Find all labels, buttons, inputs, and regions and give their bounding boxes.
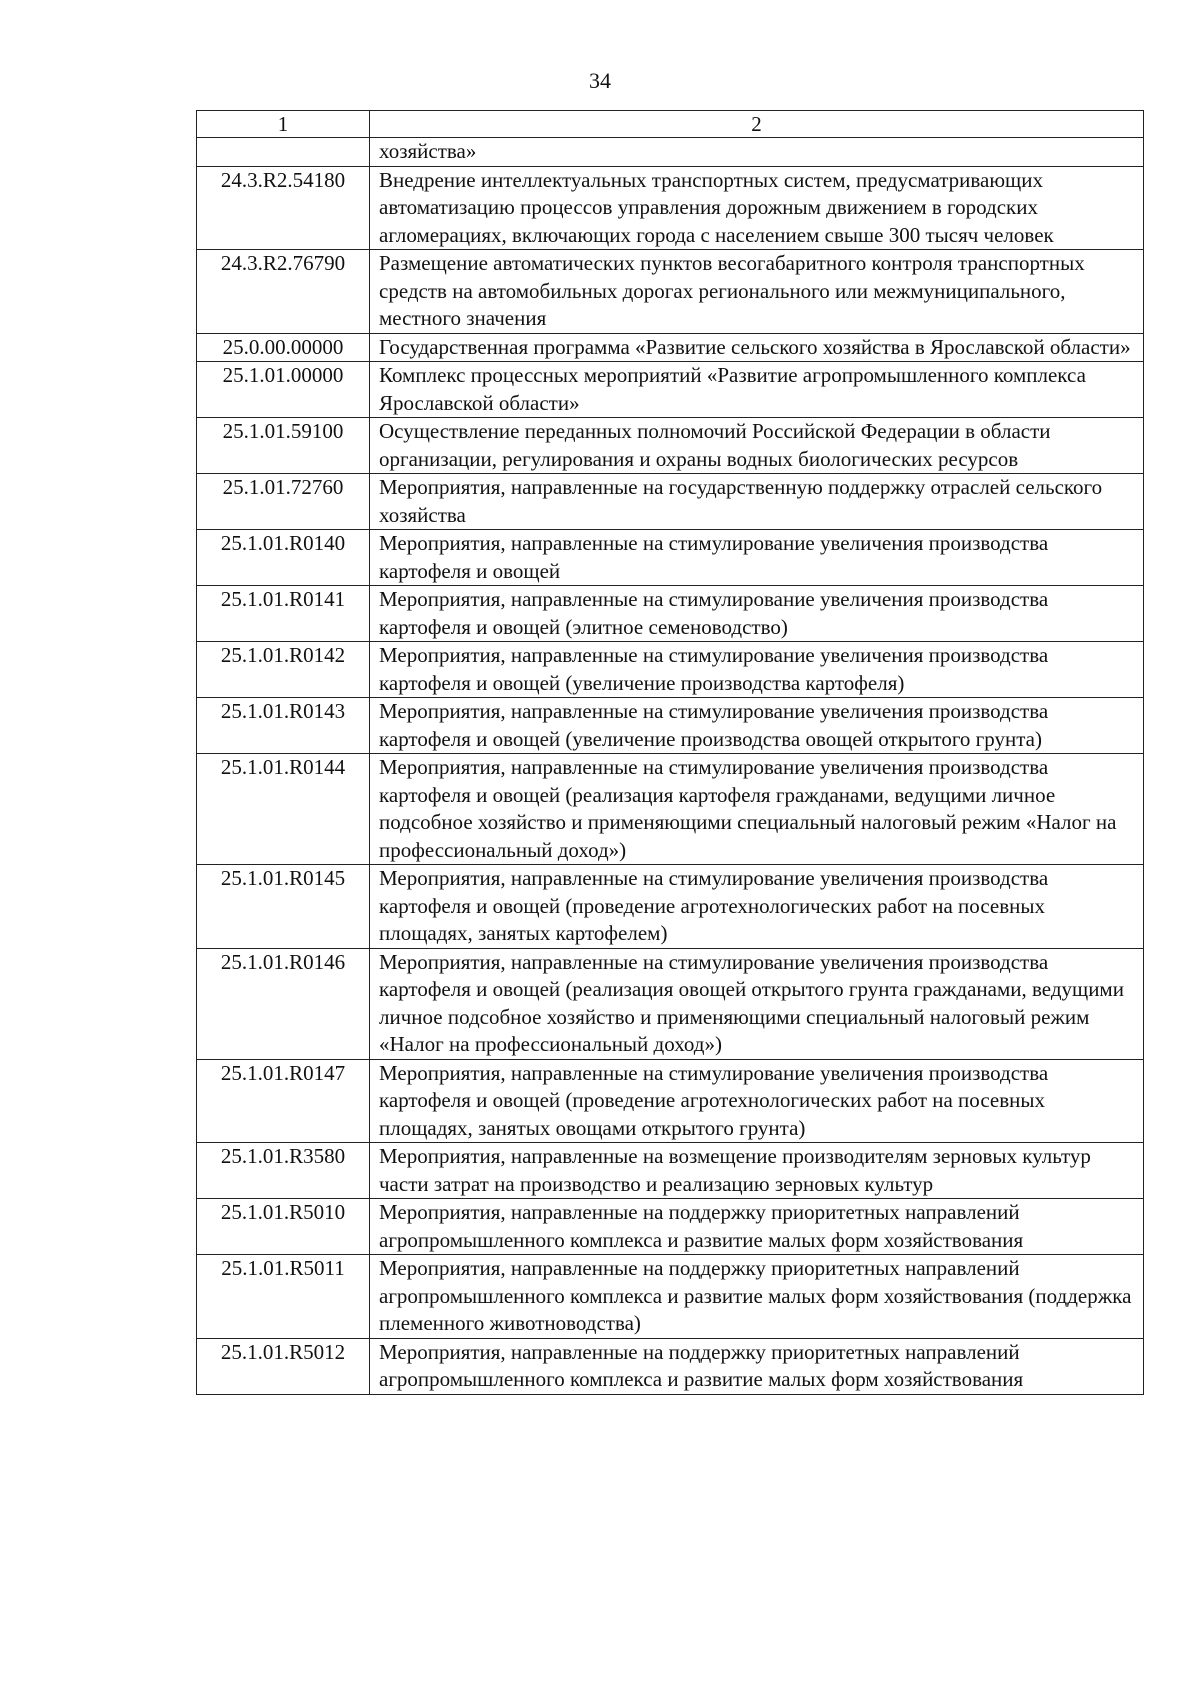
table-row [197,333,1144,362]
row-code: 25.1.01.R3580 [197,1143,370,1199]
row-description: Осуществление переданных полномочий Российской Федерации в области организации, регулирования и охраны водных биологических ресурсов [370,418,1144,474]
page-number: 34 [589,68,611,93]
row-code: 25.0.00.00000 [197,333,370,362]
row-code: 24.3.R2.54180 [197,166,370,250]
row-description: Мероприятия, направленные на стимулирование увеличения производства картофеля и овощей (реализация овощей открытого грунта гражданами, ведущими личное подсобное хозяйство и применяющими специальный налоговый режим «Налог на профессиональный доход») [370,948,1144,1059]
row-description: Мероприятия, направленные на стимулирование увеличения производства картофеля и овощей (элитное семеноводство) [370,586,1144,642]
table-row [197,1059,1144,1143]
row-description: Комплекс процессных мероприятий «Развитие агропромышленного комплекса Ярославской области» [370,362,1144,418]
row-description: Мероприятия, направленные на стимулирование увеличения производства картофеля и овощей (увеличение производства картофеля) [370,642,1144,698]
row-code: 25.1.01.R0147 [197,1059,370,1143]
table-row [197,418,1144,474]
table-row [197,1255,1144,1339]
table-row [197,1338,1144,1394]
column-header-description: 2 [370,111,1144,138]
row-description: Мероприятия, направленные на поддержку приоритетных направлений агропромышленного комплекса и развитие малых форм хозяйствования [370,1338,1144,1394]
row-description: Государственная программа «Развитие сельского хозяйства в Ярославской области» [370,333,1144,362]
row-code: 25.1.01.R0145 [197,865,370,949]
row-description: Размещение автоматических пунктов весогабаритного контроля транспортных средств на автомобильных дорогах регионального или межмуниципального, местного значения [370,250,1144,334]
table-row [197,1199,1144,1255]
row-code: 25.1.01.R5010 [197,1199,370,1255]
row-code: 25.1.01.00000 [197,362,370,418]
column-header-code: 1 [197,111,370,138]
row-code: 25.1.01.R5011 [197,1255,370,1339]
row-description: Мероприятия, направленные на возмещение производителям зерновых культур части затрат на производство и реализацию зерновых культур [370,1143,1144,1199]
row-code: 24.3.R2.76790 [197,250,370,334]
row-code: 25.1.01.R0142 [197,642,370,698]
table-row [197,948,1144,1059]
table-row [197,166,1144,250]
row-description: Мероприятия, направленные на поддержку приоритетных направлений агропромышленного комплекса и развитие малых форм хозяйствования (поддержка племенного животноводства) [370,1255,1144,1339]
row-description: Мероприятия, направленные на стимулирование увеличения производства картофеля и овощей (проведение агротехнологических работ на посевных площадях, занятых овощами открытого грунта) [370,1059,1144,1143]
row-description: Мероприятия, направленные на стимулирование увеличения производства картофеля и овощей (увеличение производства овощей открытого грунта) [370,698,1144,754]
row-code [197,138,370,167]
table-row [197,362,1144,418]
row-description: Мероприятия, направленные на государственную поддержку отраслей сельского хозяйства [370,474,1144,530]
table-row [197,138,1144,167]
row-code: 25.1.01.R0141 [197,586,370,642]
row-code: 25.1.01.72760 [197,474,370,530]
table-row [197,250,1144,334]
row-code: 25.1.01.59100 [197,418,370,474]
table-row [197,586,1144,642]
table-row [197,474,1144,530]
row-description: Мероприятия, направленные на стимулирование увеличения производства картофеля и овощей (реализация картофеля гражданами, ведущими личное подсобное хозяйство и применяющими специальный налоговый режим «Налог на профессиональный доход») [370,754,1144,865]
row-code: 25.1.01.R0146 [197,948,370,1059]
classification-table [196,110,1144,1395]
table-row [197,530,1144,586]
row-code: 25.1.01.R0140 [197,530,370,586]
row-code: 25.1.01.R0144 [197,754,370,865]
table-header-row [197,111,1144,138]
row-description: хозяйства» [370,138,1144,167]
row-description: Мероприятия, направленные на стимулирование увеличения производства картофеля и овощей [370,530,1144,586]
row-description: Мероприятия, направленные на поддержку приоритетных направлений агропромышленного комплекса и развитие малых форм хозяйствования [370,1199,1144,1255]
table-row [197,754,1144,865]
row-code: 25.1.01.R5012 [197,1338,370,1394]
table-row [197,865,1144,949]
row-code: 25.1.01.R0143 [197,698,370,754]
table-row [197,698,1144,754]
row-description: Внедрение интеллектуальных транспортных систем, предусматривающих автоматизацию процессов управления дорожным движением в городских агломерациях, включающих города с населением свыше 300 тысяч человек [370,166,1144,250]
row-description: Мероприятия, направленные на стимулирование увеличения производства картофеля и овощей (проведение агротехнологических работ на посевных площадях, занятых картофелем) [370,865,1144,949]
table-row [197,1143,1144,1199]
table-row [197,642,1144,698]
